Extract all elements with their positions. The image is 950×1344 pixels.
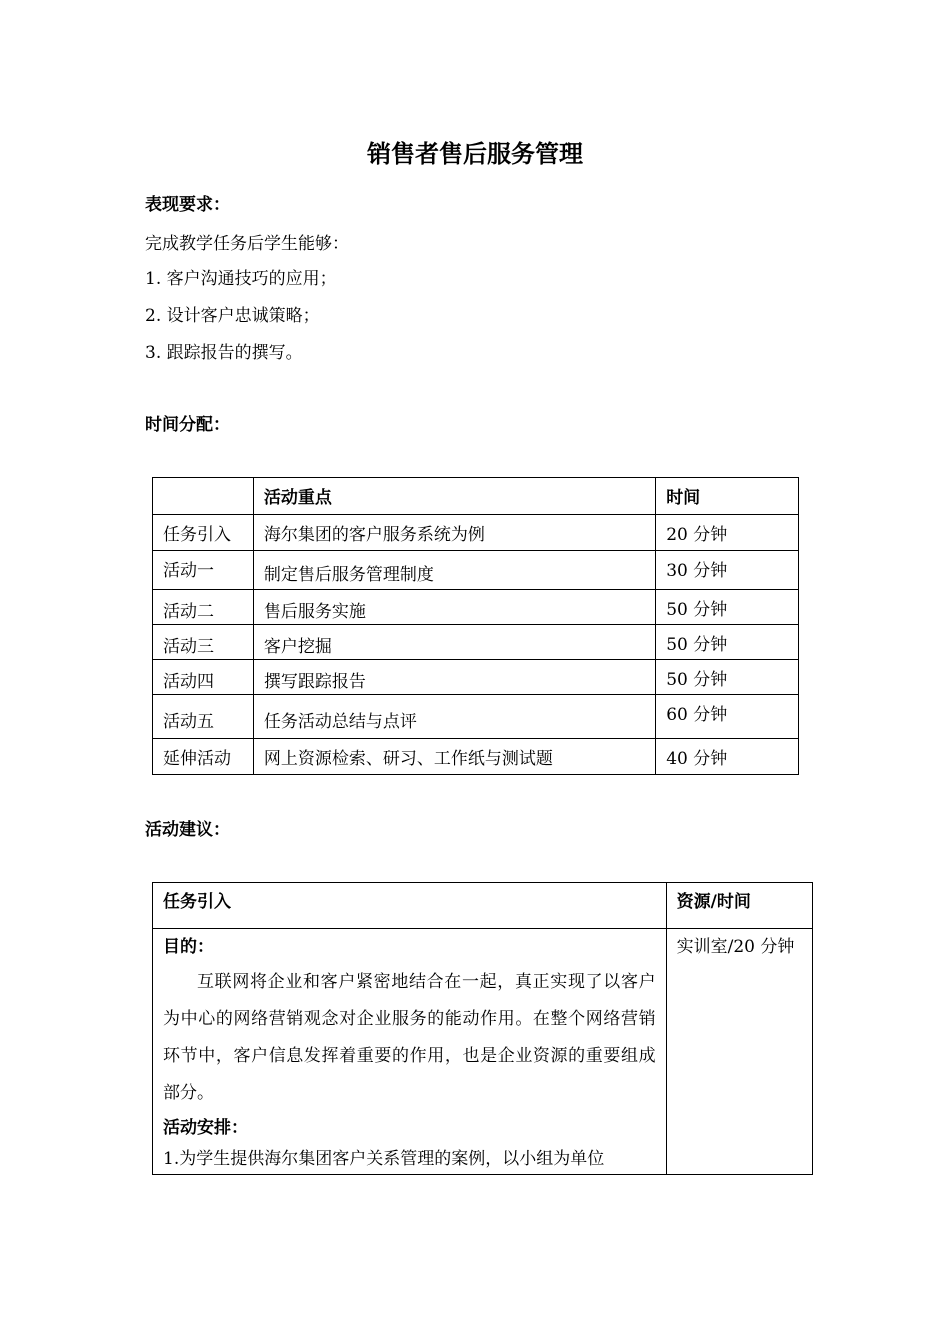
activity-focus: 撰写跟踪报告 [253,660,655,695]
activity-name: 活动二 [153,590,254,625]
activity-name: 活动三 [153,625,254,660]
requirement-item: 2. 设计客户忠诚策略； [145,306,320,326]
activity-focus: 海尔集团的客户服务系统为例 [253,515,655,551]
activity-time: 50 分钟 [656,625,799,660]
activity-focus: 网上资源检索、研习、工作纸与测试题 [253,739,655,775]
time-allocation-table [152,477,799,775]
document-title: 销售者售后服务管理 [367,139,583,168]
activity-time: 40 分钟 [656,739,799,775]
task-column-header: 任务引入 [153,883,667,929]
table-row [153,929,813,1175]
table-row [153,660,799,695]
purpose-label: 目的： [163,937,214,957]
table-header-row [153,478,799,515]
table-row [153,625,799,660]
activity-time: 50 分钟 [656,590,799,625]
activity-name: 延伸活动 [153,739,254,775]
activity-name: 活动一 [153,551,254,590]
resource-cell: 实训室/20 分钟 [666,929,812,1175]
activity-focus: 客户挖掘 [253,625,655,660]
header-cell [153,478,254,515]
activity-focus: 售后服务实施 [253,590,655,625]
table-row [153,551,799,590]
arrangement-text: 1.为学生提供海尔集团客户关系管理的案例，以小组为单位 [163,1149,605,1169]
table-row [153,739,799,775]
activity-focus: 任务活动总结与点评 [253,695,655,739]
header-cell: 活动重点 [253,478,655,515]
requirement-item: 1. 客户沟通技巧的应用； [145,269,337,289]
activity-time: 60 分钟 [656,695,799,739]
activity-focus: 制定售后服务管理制度 [253,551,655,590]
table-header-row [153,883,813,929]
header-cell: 时间 [656,478,799,515]
task-content-cell [153,929,667,1175]
requirements-intro: 完成教学任务后学生能够： [145,234,349,254]
activity-name: 任务引入 [153,515,254,551]
time-allocation-heading: 时间分配： [145,415,230,435]
activity-name: 活动五 [153,695,254,739]
purpose-text: 互联网将企业和客户紧密地结合在一起，真正实现了以客户为中心的网络营销观念对企业服务的能动作用。在整个网络营销环节中，客户信息发挥着重要的作用，也是企业资源的重要组成部分。 [163,972,656,1103]
activity-time: 50 分钟 [656,660,799,695]
table-row [153,590,799,625]
requirement-item: 3. 跟踪报告的撰写。 [145,343,303,363]
activity-time: 30 分钟 [656,551,799,590]
suggestions-heading: 活动建议： [145,820,230,840]
activity-name: 活动四 [153,660,254,695]
table-row [153,695,799,739]
activity-time: 20 分钟 [656,515,799,551]
resource-column-header: 资源/时间 [666,883,812,929]
activity-suggestion-table [152,882,813,1175]
table-row [153,515,799,551]
arrangement-label: 活动安排： [163,1118,248,1138]
requirements-heading: 表现要求： [145,195,230,215]
